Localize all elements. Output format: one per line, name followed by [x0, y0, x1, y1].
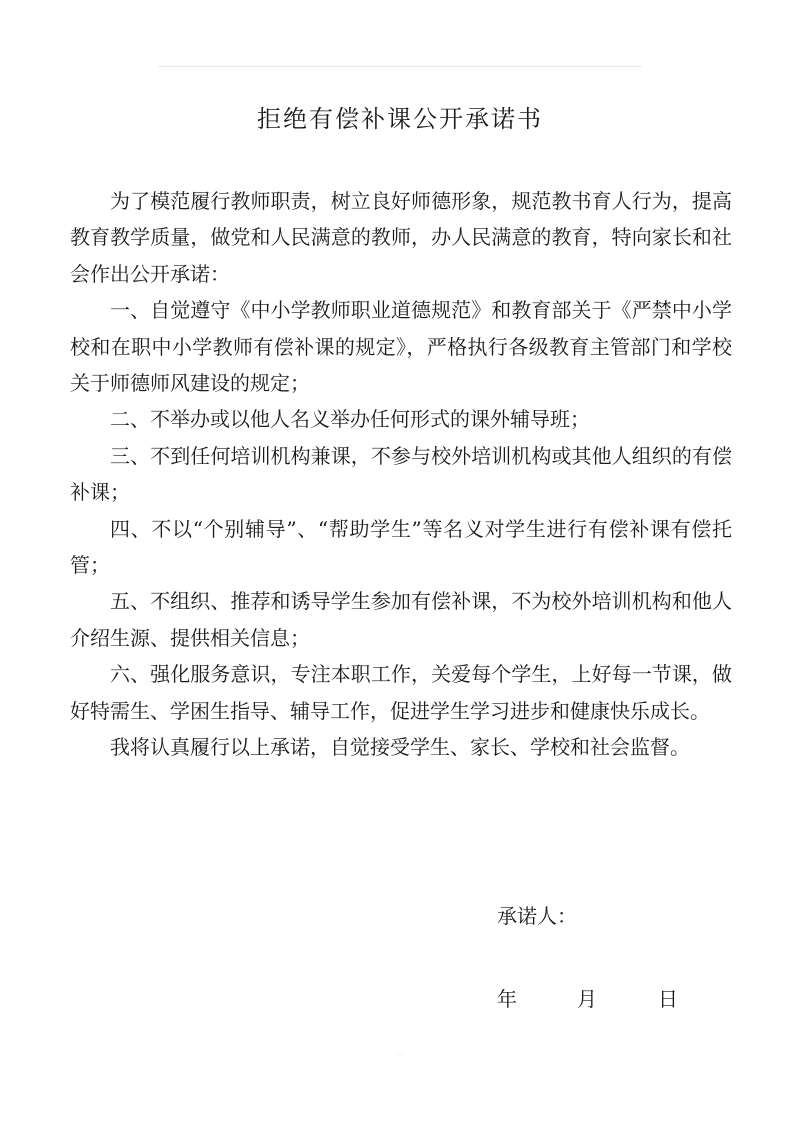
signer-label: 承诺人： — [497, 904, 577, 928]
footer-watermark: ···· — [396, 1052, 404, 1059]
header-rule — [158, 66, 642, 67]
document-body — [70, 183, 732, 766]
date-month-label: 月 — [577, 987, 597, 1011]
paragraph-item-6: 六、强化服务意识，专注本职工作，关爱每个学生，上好每一节课，做好特需生、学困生指导、辅导工作，促进学生学习进步和健康快乐成长。 — [70, 662, 732, 723]
date-day-label: 日 — [658, 987, 678, 1011]
paragraph-item-5: 五、不组织、推荐和诱导学生参加有偿补课，不为校外培训机构和他人介绍生源、提供相关信息； — [70, 589, 732, 650]
paragraph-closing: 我将认真履行以上承诺，自觉接受学生、家长、学校和社会监督。 — [110, 735, 690, 760]
paragraph-item-3: 三、不到任何培训机构兼课，不参与校外培训机构或其他人组织的有偿补课； — [70, 443, 732, 505]
paragraph-item-2: 二、不举办或以他人名义举办任何形式的课外辅导班； — [110, 407, 590, 432]
paragraph-item-4: 四、不以“个别辅导”、“帮助学生”等名义对学生进行有偿补课有偿托管； — [70, 516, 732, 578]
paragraph-item-1: 一、自觉遵守《中小学教师职业道德规范》和教育部关于《严禁中小学校和在职中小学教师有偿补课的规定》，严格执行各级教育主管部门和学校关于师德师风建设的规定； — [70, 298, 732, 396]
date-year-label: 年 — [497, 987, 517, 1011]
document-title: 拒绝有偿补课公开承诺书 — [257, 105, 543, 133]
paragraph-intro: 为了模范履行教师职责，树立良好师德形象，规范教书育人行为，提高教育教学质量，做党和人民满意的教师，办人民满意的教育，特向家长和社会作出公开承诺： — [70, 189, 732, 286]
